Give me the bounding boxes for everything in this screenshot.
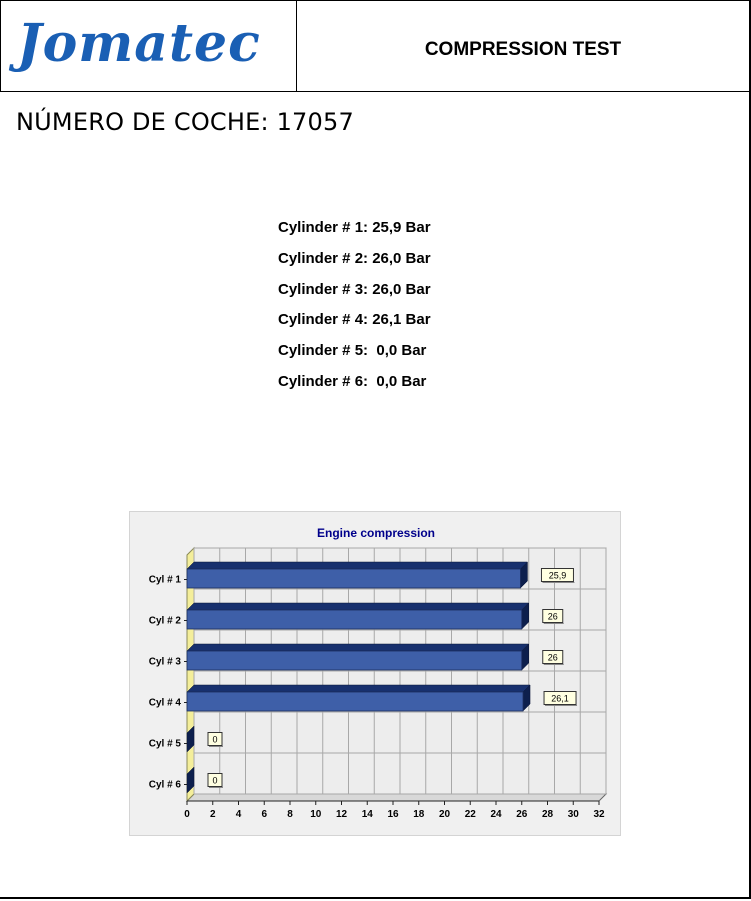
- engine-compression-chart: [129, 511, 621, 836]
- x-tick-label: 20: [438, 809, 451, 820]
- bar-top-face: [187, 603, 529, 610]
- x-tick-label: 0: [184, 809, 190, 820]
- car-number: NÚMERO DE COCHE: 17057: [16, 108, 354, 136]
- x-tick-label: 16: [387, 809, 399, 820]
- bar-top-face: [187, 685, 530, 692]
- data-label: 26: [547, 652, 558, 663]
- x-tick-label: 28: [541, 809, 554, 820]
- reading-cylinder-6: Cylinder # 6: 0,0 Bar: [278, 372, 427, 390]
- document-header: [0, 0, 749, 92]
- plot-floor: [187, 794, 606, 801]
- x-tick-label: 32: [593, 809, 605, 820]
- reading-cylinder-3: Cylinder # 3: 26,0 Bar: [278, 280, 431, 298]
- reading-cylinder-4: Cylinder # 4: 26,1 Bar: [278, 311, 431, 329]
- chart-title: Engine compression: [316, 526, 436, 540]
- document-title: COMPRESSION TEST: [424, 39, 622, 60]
- bar: [187, 692, 523, 711]
- bar-top-face: [187, 562, 527, 569]
- reading-cylinder-2: Cylinder # 2: 26,0 Bar: [278, 249, 431, 267]
- bar: [187, 610, 522, 629]
- bar: [187, 569, 520, 588]
- category-label: Cyl # 5: [148, 738, 181, 750]
- chart-svg: [130, 512, 622, 837]
- category-label: Cyl # 3: [148, 656, 181, 668]
- x-tick-label: 22: [464, 809, 476, 820]
- reading-cylinder-5: Cylinder # 5: 0,0 Bar: [278, 342, 427, 360]
- data-label: 26: [547, 611, 558, 622]
- category-label: Cyl # 6: [148, 779, 181, 791]
- x-tick-label: 6: [261, 809, 268, 820]
- x-tick-label: 14: [361, 809, 373, 820]
- data-label: 0: [212, 775, 218, 786]
- bar-top-face: [187, 644, 529, 651]
- x-tick-label: 18: [413, 809, 425, 820]
- data-label: 25,9: [548, 570, 567, 581]
- x-tick-label: 4: [235, 809, 242, 820]
- bar: [187, 651, 522, 670]
- x-tick-label: 26: [516, 809, 528, 820]
- x-tick-label: 2: [209, 809, 216, 820]
- x-tick-label: 12: [335, 809, 348, 820]
- x-tick-label: 24: [490, 809, 502, 820]
- category-label: Cyl # 1: [148, 574, 181, 586]
- x-tick-label: 30: [567, 809, 579, 820]
- logo-cell: [0, 1, 297, 92]
- cylinder-readings: [278, 216, 431, 401]
- data-label: 26,1: [551, 693, 569, 704]
- reading-cylinder-1: Cylinder # 1: 25,9 Bar: [278, 219, 431, 236]
- data-label: 0: [212, 734, 218, 745]
- category-label: Cyl # 4: [148, 697, 181, 709]
- category-label: Cyl # 2: [148, 615, 181, 627]
- company-logo: Jomatec: [17, 13, 261, 74]
- x-tick-label: 10: [310, 809, 322, 820]
- x-tick-label: 8: [287, 809, 293, 820]
